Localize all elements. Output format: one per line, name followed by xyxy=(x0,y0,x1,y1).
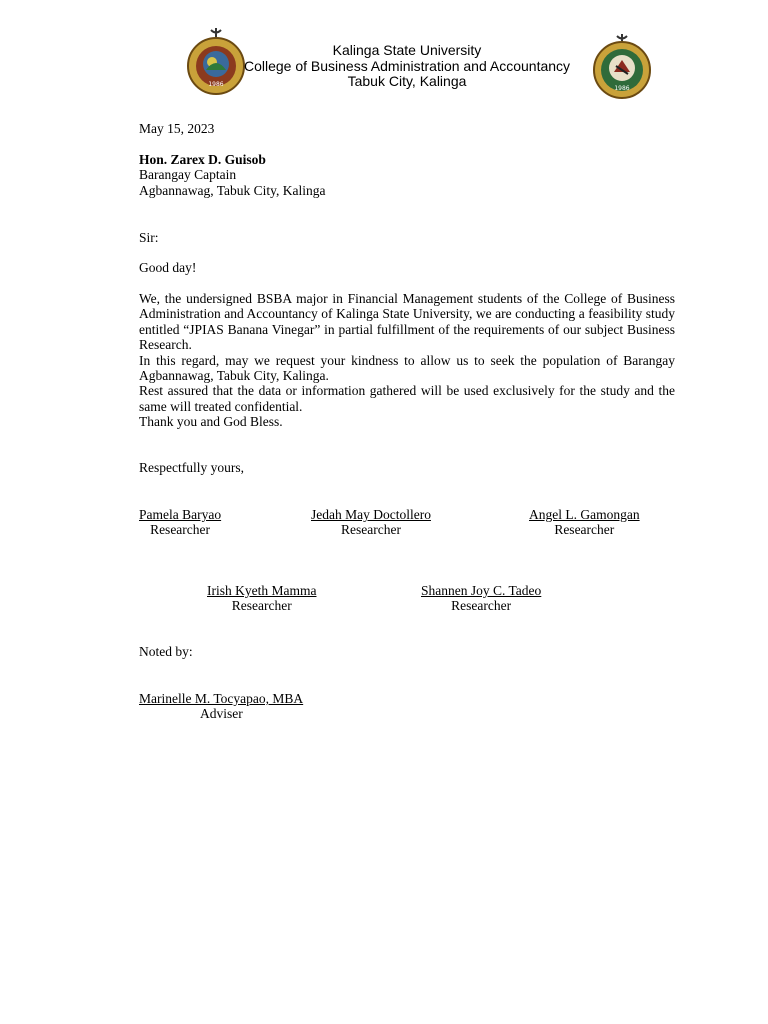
greeting: Good day! xyxy=(139,260,197,275)
signatory-name: Pamela Baryao xyxy=(139,507,222,522)
letter-body xyxy=(139,291,675,430)
signatory-name: Jedah May Doctollero xyxy=(311,507,431,522)
noted-by-label: Noted by: xyxy=(139,644,193,659)
signatory-name: Irish Kyeth Mamma xyxy=(207,583,317,598)
adviser-block xyxy=(139,691,303,722)
signatory-role: Researcher xyxy=(231,598,292,614)
letterhead xyxy=(230,43,584,90)
university-seal-right xyxy=(592,32,652,107)
signatory xyxy=(421,583,541,614)
recipient-address: Agbannawag, Tabuk City, Kalinga xyxy=(139,182,326,198)
adviser-role: Adviser xyxy=(200,706,243,722)
signatory xyxy=(207,583,316,614)
body-paragraph: We, the undersigned BSBA major in Financial Management students of the College of Business Administration and Accountancy of Kalinga State University, we are conducting a feasibility study entitled “JPIAS Banana Vinegar” in partial fulfillment of the requirements of our subject Business Research. xyxy=(139,291,675,353)
body-paragraph: Thank you and God Bless. xyxy=(139,414,283,430)
letter-date: May 15, 2023 xyxy=(139,121,215,136)
body-paragraph: In this regard, may we request your kindness to allow us to seek the population of Barangay Agbannawag, Tabuk City, Kalinga. xyxy=(139,352,675,384)
signatory-role: Researcher xyxy=(150,522,211,538)
salutation: Sir: xyxy=(139,230,159,245)
signatory-name: Angel L. Gamongan xyxy=(529,507,640,522)
university-name: Kalinga State University xyxy=(332,42,482,58)
signatory xyxy=(529,507,640,538)
college-name: College of Business Administration and Accountancy xyxy=(243,57,571,74)
signatory-role: Researcher xyxy=(554,522,615,538)
recipient-name: Hon. Zarex D. Guisob xyxy=(139,152,266,167)
signatory-name: Shannen Joy C. Tadeo xyxy=(421,583,542,598)
university-location: Tabuk City, Kalinga xyxy=(347,73,467,89)
seal-right-year: 1986 xyxy=(614,85,630,92)
recipient-title: Barangay Captain xyxy=(139,167,237,183)
adviser-name: Marinelle M. Tocyapao, MBA xyxy=(139,691,304,706)
signatory xyxy=(311,507,431,538)
signatory xyxy=(139,507,221,538)
recipient-block xyxy=(139,152,326,198)
body-paragraph: Rest assured that the data or information gathered will be used exclusively for the study and the same will treated confidential. xyxy=(139,383,675,414)
seal-left-year: 1986 xyxy=(208,81,224,88)
closing: Respectfully yours, xyxy=(139,460,244,475)
signatory-role: Researcher xyxy=(451,598,512,614)
signatory-role: Researcher xyxy=(341,522,401,538)
